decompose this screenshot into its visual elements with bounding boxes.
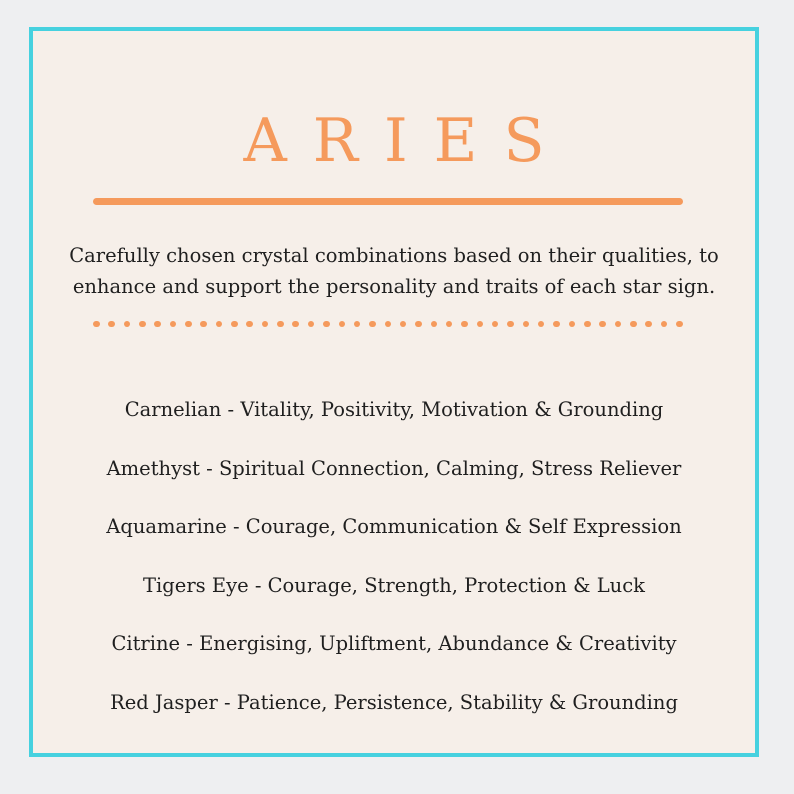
divider-dot xyxy=(262,321,269,328)
divider-dot xyxy=(569,321,576,328)
divider-dot xyxy=(630,321,637,328)
divider-dot xyxy=(369,321,376,328)
divider-dot xyxy=(231,321,238,328)
divider-dot xyxy=(323,321,330,328)
info-card xyxy=(29,27,759,757)
page-title: ARIES xyxy=(243,106,571,176)
list-item: Carnelian - Vitality, Positivity, Motivation & Grounding xyxy=(124,398,664,421)
divider-dot xyxy=(446,321,453,328)
list-item: Amethyst - Spiritual Connection, Calming, Stress Reliever xyxy=(106,456,682,480)
divider-dot xyxy=(584,321,591,328)
divider-dot xyxy=(385,321,392,328)
divider-dot xyxy=(431,321,438,328)
divider-dot xyxy=(354,321,361,328)
divider-dot xyxy=(615,321,622,328)
divider-dot xyxy=(461,321,468,328)
intro-line-2: enhance and support the personality and traits of each star sign. xyxy=(72,275,716,298)
divider-dot xyxy=(216,321,223,328)
divider-dot xyxy=(676,321,683,328)
divider-dot xyxy=(246,321,253,328)
list-item: Red Jasper - Patience, Persistence, Stability & Grounding xyxy=(110,690,678,714)
divider-dot xyxy=(124,321,131,328)
divider-dot xyxy=(339,321,346,328)
intro-text xyxy=(33,240,755,302)
intro-line-1: Carefully chosen crystal combinations based on their qualities, to xyxy=(69,244,719,267)
divider-dot xyxy=(170,321,177,328)
divider-dot xyxy=(538,321,545,328)
divider-dot xyxy=(93,321,100,328)
crystal-list xyxy=(33,395,755,747)
divider-dot xyxy=(139,321,146,328)
divider-dot xyxy=(400,321,407,328)
list-item: Citrine - Energising, Upliftment, Abundance & Creativity xyxy=(111,632,677,656)
divider-dot xyxy=(492,321,499,328)
divider-dot xyxy=(200,321,207,328)
divider-dot xyxy=(507,321,514,328)
divider-dot xyxy=(599,321,606,328)
divider-dot xyxy=(645,321,652,328)
dotted-divider xyxy=(93,320,683,328)
divider-dot xyxy=(523,321,530,328)
divider-dot xyxy=(661,321,668,328)
divider-dot xyxy=(415,321,422,328)
divider-dot xyxy=(292,321,299,328)
divider-dot xyxy=(477,321,484,328)
divider-dot xyxy=(185,321,192,328)
list-item: Tigers Eye - Courage, Strength, Protection & Luck xyxy=(143,573,645,597)
divider-dot xyxy=(154,321,161,328)
list-item: Aquamarine - Courage, Communication & Self Expression xyxy=(106,515,682,539)
divider-dot xyxy=(553,321,560,328)
divider-dot xyxy=(108,321,115,328)
solid-divider xyxy=(93,198,683,205)
divider-dot xyxy=(308,321,315,328)
divider-dot xyxy=(277,321,284,328)
